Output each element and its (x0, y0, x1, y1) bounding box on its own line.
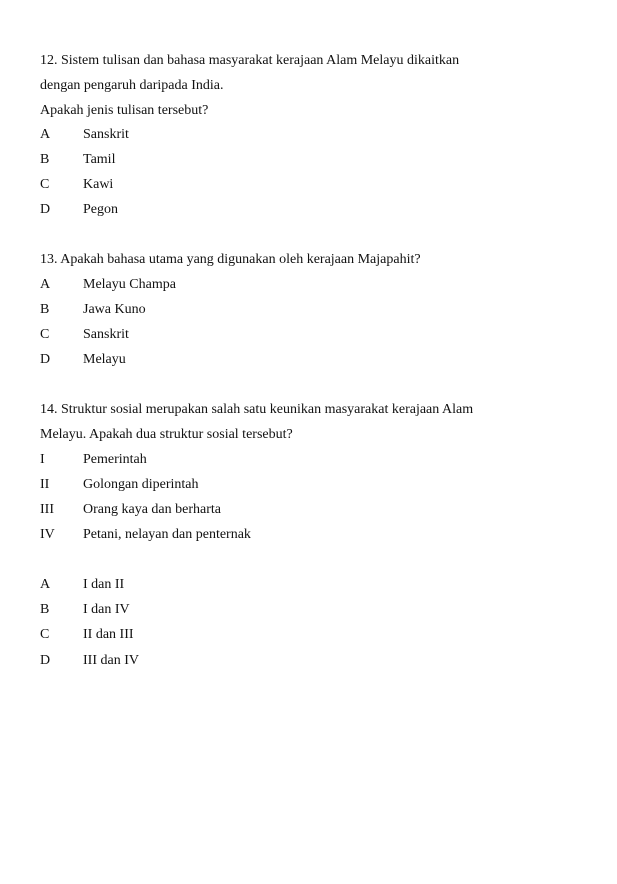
question-14-stem-line-1: 14. Struktur sosial merupakan salah satu keunikan masyarakat kerajaan Alam (40, 402, 474, 417)
statement-text: Orang kaya dan berharta (83, 502, 221, 517)
option-label: C (40, 627, 50, 642)
option-text: Melayu (83, 352, 126, 367)
option-label: D (40, 202, 51, 217)
option-text: I dan II (83, 577, 125, 592)
option-label: C (40, 177, 50, 192)
statement-text: Golongan diperintah (83, 477, 199, 492)
option-label: A (40, 277, 51, 292)
statement-label: II (40, 477, 50, 492)
question-12-stem-line-3: Apakah jenis tulisan tersebut? (40, 103, 209, 118)
option-label: B (40, 302, 50, 317)
option-label: B (40, 602, 50, 617)
option-text: Kawi (83, 177, 114, 192)
option-label: D (40, 352, 51, 367)
option-text: Sanskrit (83, 327, 129, 342)
option-label: B (40, 152, 50, 167)
statement-label: I (40, 452, 45, 467)
statement-label: III (40, 502, 54, 517)
option-text: I dan IV (83, 602, 130, 617)
statement-text: Pemerintah (83, 452, 147, 467)
question-12-stem-line-2: dengan pengaruh daripada India. (40, 78, 224, 93)
question-12-stem-line-1: 12. Sistem tulisan dan bahasa masyarakat kerajaan Alam Melayu dikaitkan (40, 53, 460, 68)
question-13-stem-line-1: 13. Apakah bahasa utama yang digunakan oleh kerajaan Majapahit? (40, 252, 421, 267)
option-text: III dan IV (83, 653, 139, 668)
option-label: A (40, 577, 51, 592)
option-text: Jawa Kuno (83, 302, 146, 317)
option-label: C (40, 327, 50, 342)
option-text: II dan III (83, 627, 134, 642)
option-text: Tamil (83, 152, 116, 167)
statement-label: IV (40, 527, 55, 542)
option-text: Sanskrit (83, 127, 129, 142)
question-14-stem-line-2: Melayu. Apakah dua struktur sosial tersebut? (40, 427, 293, 442)
option-label: D (40, 653, 51, 668)
option-label: A (40, 127, 51, 142)
option-text: Pegon (83, 202, 118, 217)
statement-text: Petani, nelayan dan penternak (83, 527, 251, 542)
option-text: Melayu Champa (83, 277, 176, 292)
